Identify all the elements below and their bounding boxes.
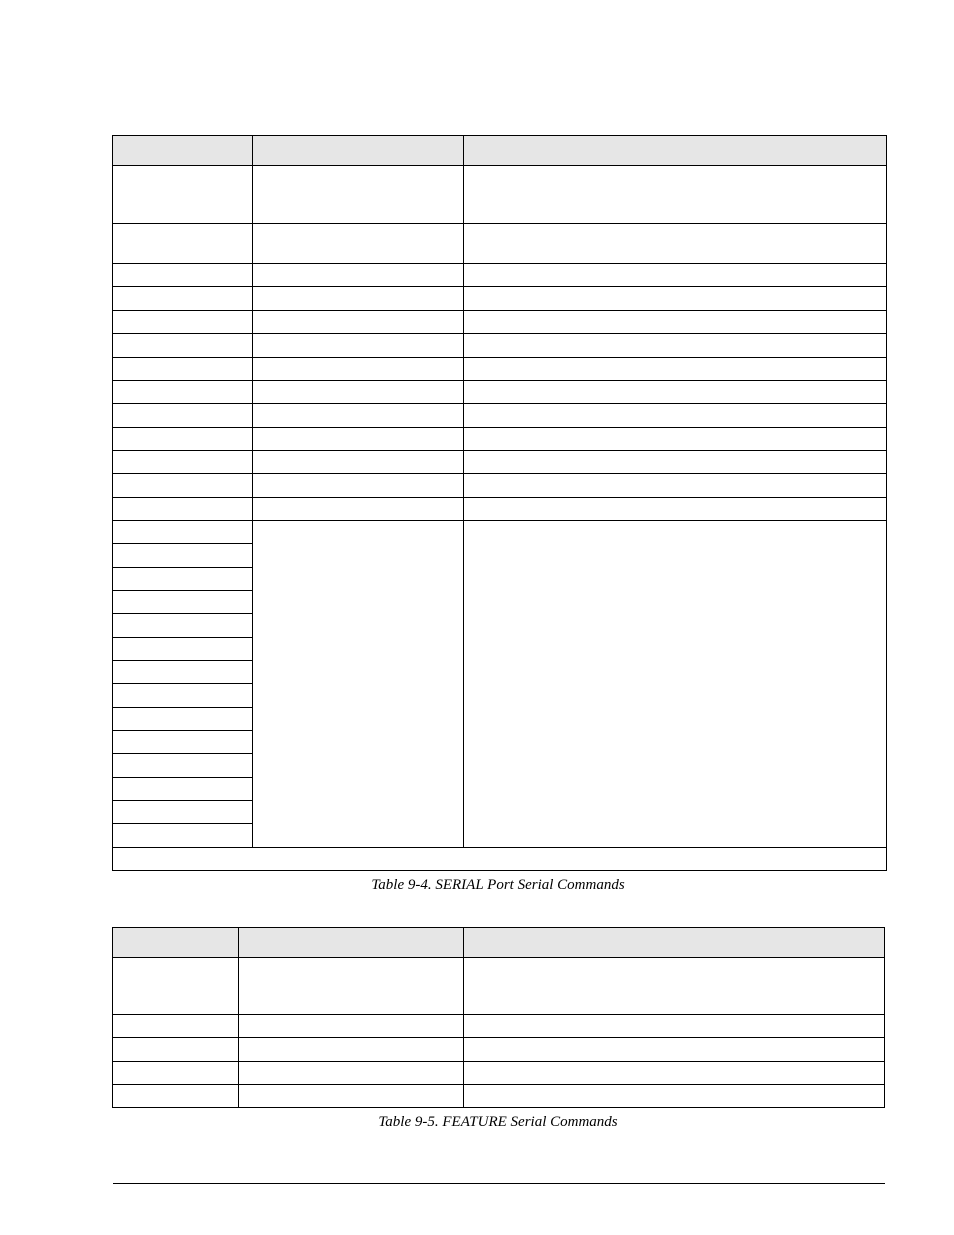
table-caption-serial-port: Table 9-4. SERIAL Port Serial Commands <box>371 877 625 893</box>
footer-rule <box>113 1183 885 1184</box>
table-row <box>113 166 887 224</box>
table-row <box>113 311 887 334</box>
table-caption-feature: Table 9-5. FEATURE Serial Commands <box>378 1114 618 1130</box>
header-cell <box>464 136 887 166</box>
header-cell <box>464 928 885 958</box>
table-row <box>113 1038 885 1062</box>
table-row <box>113 428 887 451</box>
table-row <box>113 498 887 521</box>
table-header-row <box>113 928 885 958</box>
footer-note-cell <box>113 848 887 871</box>
merged-cell <box>253 521 464 848</box>
table-row <box>113 358 887 381</box>
table-header-row <box>113 136 887 166</box>
serial-port-commands-table <box>112 135 887 871</box>
header-cell <box>239 928 464 958</box>
merged-cell <box>464 521 887 848</box>
table-row <box>113 521 887 544</box>
table-row <box>113 404 887 428</box>
header-cell <box>113 928 239 958</box>
table-footer-row <box>113 848 887 871</box>
table-row <box>113 381 887 404</box>
table-row <box>113 334 887 358</box>
table-row <box>113 224 887 264</box>
table-row <box>113 1085 885 1108</box>
table-row <box>113 1015 885 1038</box>
table-row <box>113 1062 885 1085</box>
header-cell <box>113 136 253 166</box>
feature-commands-table <box>112 927 885 1108</box>
table-row <box>113 451 887 474</box>
table-row <box>113 474 887 498</box>
header-cell <box>253 136 464 166</box>
table-row <box>113 958 885 1015</box>
table-row <box>113 287 887 311</box>
table-row <box>113 264 887 287</box>
